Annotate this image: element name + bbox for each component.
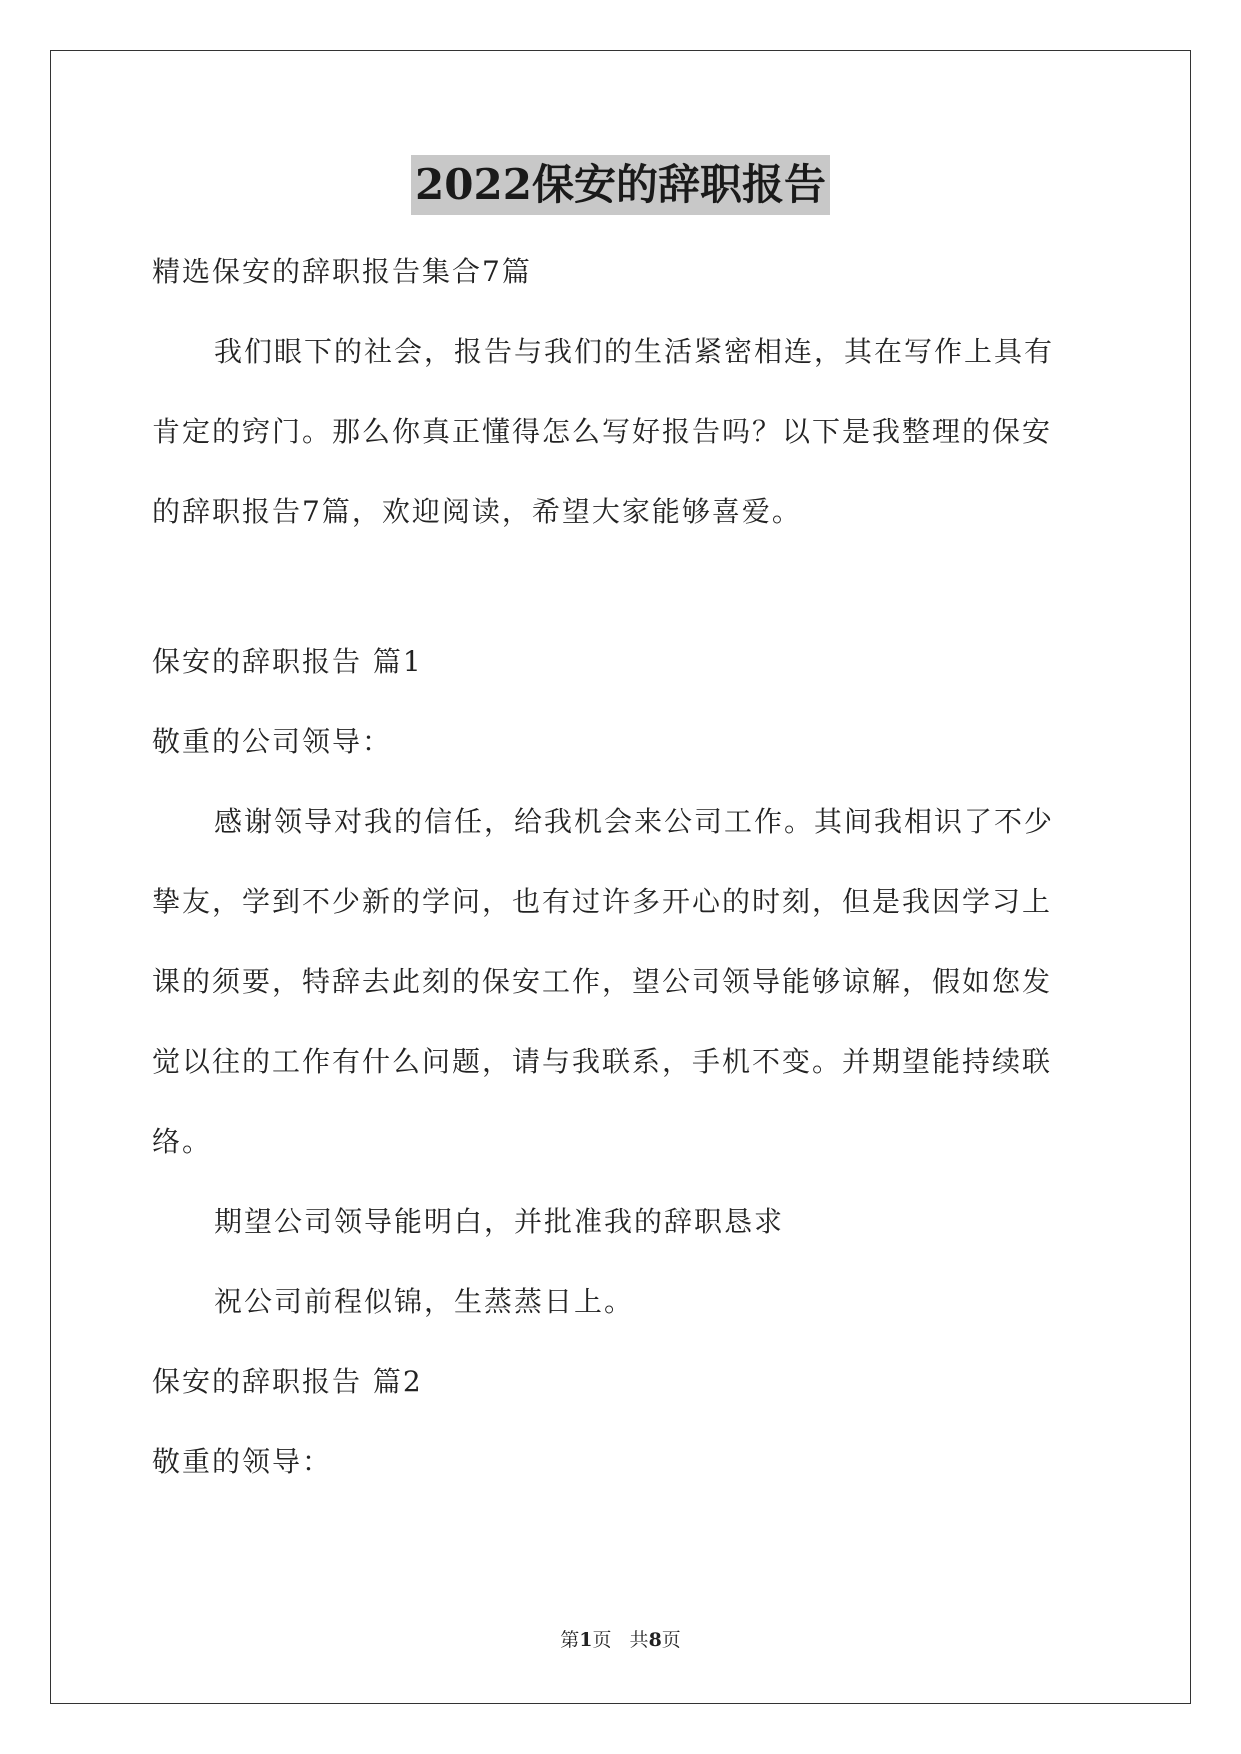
page-suffix: 页 (661, 1629, 681, 1651)
spacer (152, 552, 1092, 622)
title-container (0, 155, 1241, 215)
body-line: 络。 (152, 1125, 213, 1158)
section-heading: 保安的辞职报告 篇1 (152, 645, 423, 678)
page-mid: 页 共 (592, 1629, 649, 1651)
page-total: 8 (648, 1629, 662, 1651)
page-prefix: 第 (560, 1629, 580, 1651)
closing-line: 祝公司前程似锦，生蒸蒸日上。 (214, 1285, 635, 1318)
document-subtitle: 精选保安的辞职报告集合7篇 (152, 255, 532, 288)
body-line: 课的须要，特辞去此刻的保安工作，望公司领导能够谅解，假如您发 (152, 965, 1053, 998)
closing-line: 期望公司领导能明白，并批准我的辞职恳求 (214, 1205, 785, 1238)
page-number: 1 (579, 1629, 593, 1651)
body-line: 挚友，学到不少新的学问，也有过许多开心的时刻，但是我因学习上 (152, 885, 1053, 918)
section-heading: 保安的辞职报告 篇2 (152, 1365, 423, 1398)
salutation: 敬重的公司领导： (152, 725, 393, 758)
intro-line: 肯定的窍门。那么你真正懂得怎么写好报告吗？以下是我整理的保安 (152, 415, 1053, 448)
intro-line: 我们眼下的社会，报告与我们的生活紧密相连，其在写作上具有 (214, 335, 1055, 368)
body-line: 感谢领导对我的信任，给我机会来公司工作。其间我相识了不少 (214, 805, 1055, 838)
salutation: 敬重的领导： (152, 1445, 333, 1478)
body-line: 觉以往的工作有什么问题，请与我联系，手机不变。并期望能持续联 (152, 1045, 1053, 1078)
page-footer (0, 1625, 1241, 1652)
document-body (152, 232, 1092, 1502)
intro-line: 的辞职报告7篇，欢迎阅读，希望大家能够喜爱。 (152, 495, 802, 528)
document-title: 2022保安的辞职报告 (411, 155, 830, 215)
